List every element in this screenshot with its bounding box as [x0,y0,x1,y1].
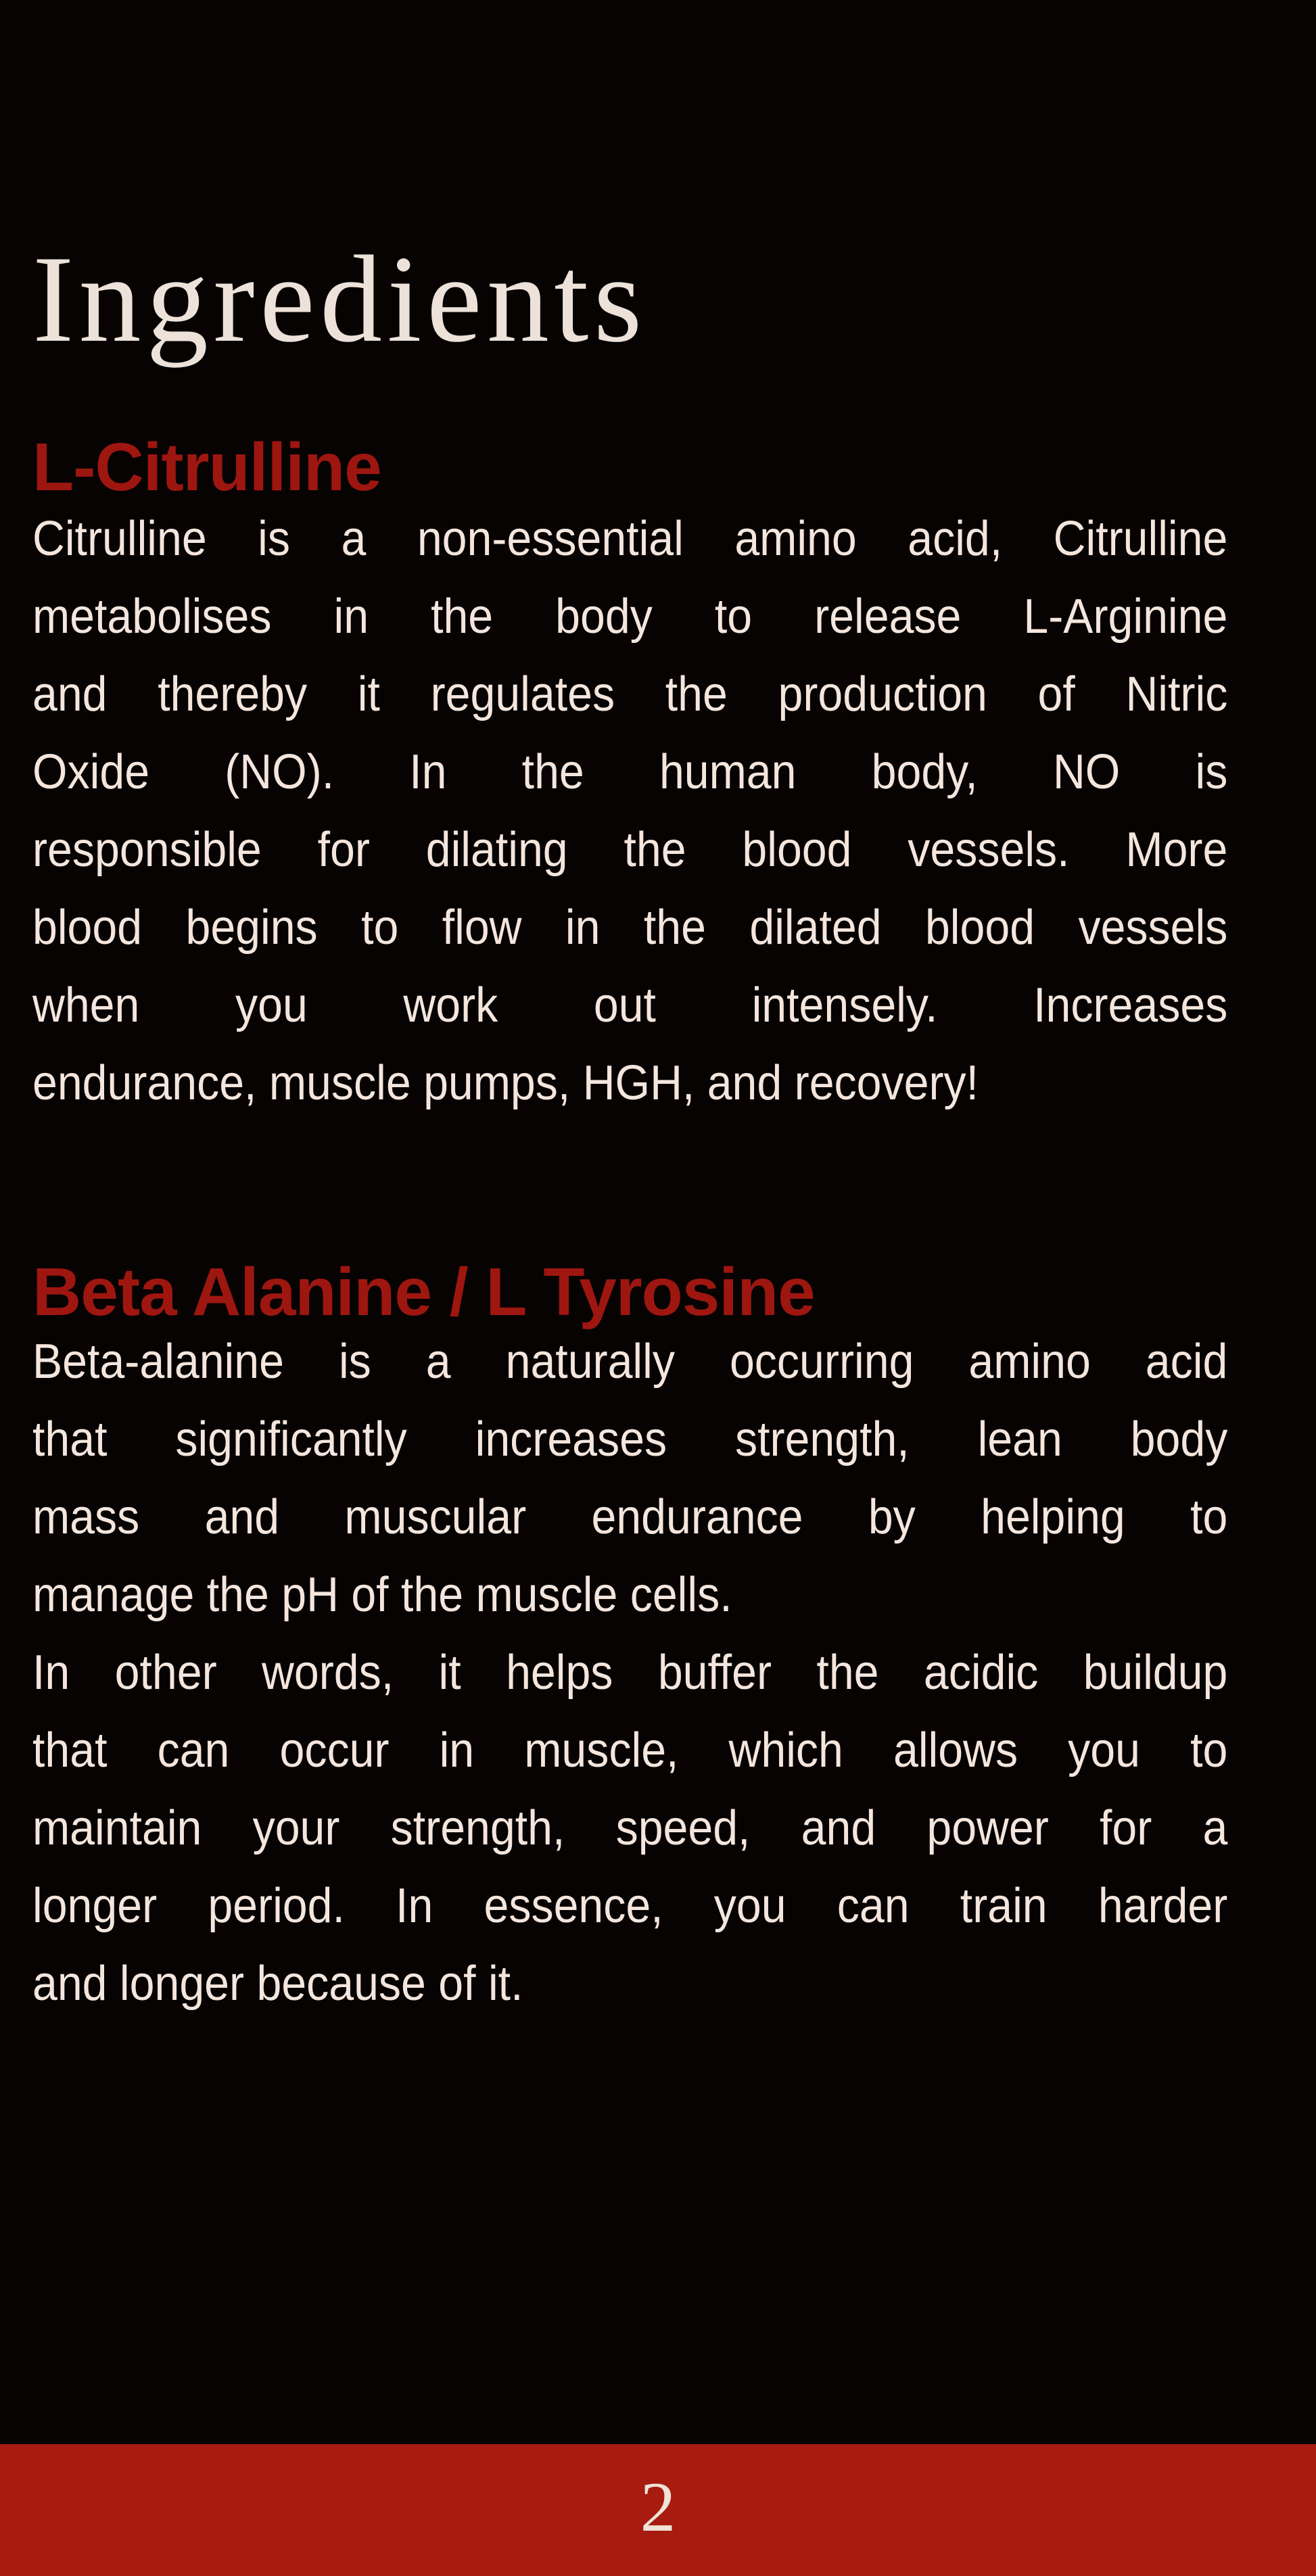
section-paragraph-l-citrulline [32,500,1227,1122]
paragraph-line: blood begins to flow in the dilated blood vessels [32,901,1228,955]
section-heading-l-citrulline: L-Citrulline [32,429,381,505]
paragraph-line: when you work out intensely. Increases [32,978,1228,1032]
paragraph-line: that significantly increases strength, lean body [32,1412,1228,1466]
paragraph-line: and longer because of it. [32,1957,523,2011]
paragraph-line: maintain your strength, speed, and power for a [32,1801,1228,1855]
paragraph-line: that can occur in muscle, which allows you to [32,1723,1228,1778]
paragraph-line: In other words, it helps buffer the acidic buildup [32,1646,1228,1700]
paragraph-line: metabolises in the body to release L-Arginine [32,590,1228,644]
paragraph-line: mass and muscular endurance by helping to [32,1490,1228,1544]
paragraph-line: longer period. In essence, you can train harder [32,1879,1228,1933]
section-paragraph-beta-alanine [32,1323,1227,2023]
paragraph-line: Citrulline is a non-essential amino acid, Citrulline [32,512,1228,566]
paragraph-line: and thereby it regulates the production of Nitric [32,667,1228,721]
section-heading-beta-alanine-l-tyrosine: Beta Alanine / L Tyrosine [32,1254,815,1330]
ingredients-page [0,230,1316,2576]
section-l-citrulline [0,429,1316,1122]
paragraph-line: Beta-alanine is a naturally occurring amino acid [32,1335,1228,1389]
page-footer [0,2444,1316,2576]
page-number: 2 [640,2467,676,2546]
section-beta-alanine-l-tyrosine [0,1254,1316,2023]
paragraph-line: manage the pH of the muscle cells. [32,1568,732,1622]
page-title: Ingredients [32,230,647,368]
paragraph-line: Oxide (NO). In the human body, NO is [32,745,1228,799]
paragraph-line: endurance, muscle pumps, HGH, and recovery! [32,1056,979,1110]
paragraph-line: responsible for dilating the blood vessels. More [32,823,1228,877]
